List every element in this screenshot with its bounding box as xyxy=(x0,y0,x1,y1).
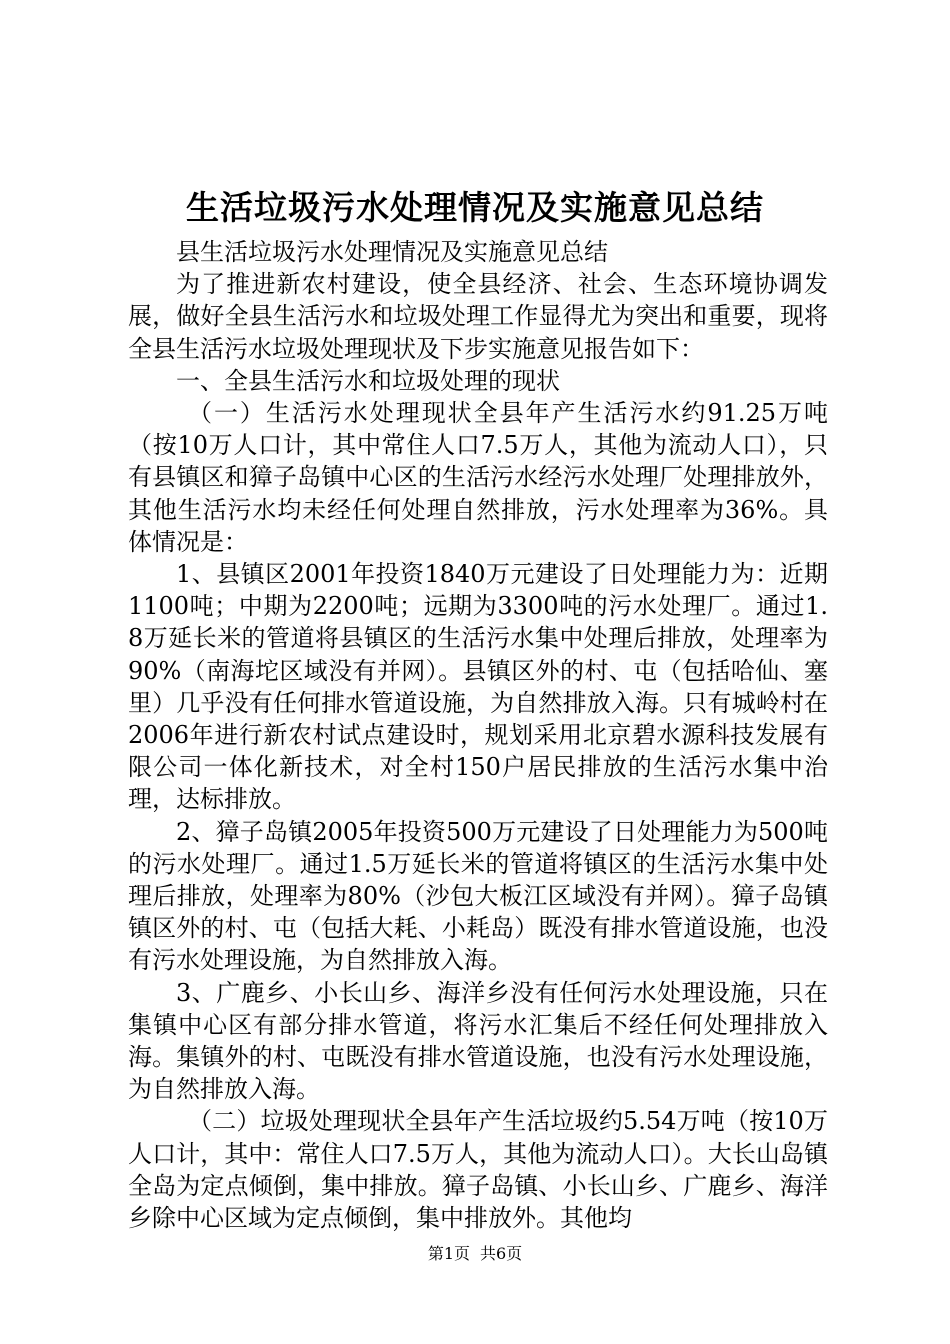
document-title: 生活垃圾污水处理情况及实施意见总结 xyxy=(186,188,764,227)
paragraph-subtitle: 县生活垃圾污水处理情况及实施意见总结 xyxy=(176,238,608,266)
page-total: 共6页 xyxy=(480,1244,523,1263)
paragraph-garbage-status: （二）垃圾处理现状全县年产生活垃圾约5.54万吨（按10万人口计，其中：常住人口7.5万人，其他为流动人口）。大长山岛镇全岛为定点倾倒，集中排放。獐子岛镇、小长山乡、广鹿乡、海洋乡除中心区域为定点倾倒，集中排放外。其他均 xyxy=(128,1107,828,1233)
paragraph-sewage-status: （一）生活污水处理现状全县年产生活污水约91.25万吨（按10万人口计，其中常住人口7.5万人，其他为流动人口），只有县镇区和獐子岛镇中心区的生活污水经污水处理厂处理排放外，其他生活污水均未经任何处理自然排放，污水处理率为36%。具体情况是： xyxy=(128,399,828,556)
page-footer xyxy=(0,1242,950,1266)
paragraph-intro: 为了推进新农村建设，使全县经济、社会、生态环境协调发展，做好全县生活污水和垃圾处理工作显得尤为突出和重要，现将全县生活污水垃圾处理现状及下步实施意见报告如下： xyxy=(128,270,828,363)
paragraph-zhangzi-island: 2、獐子岛镇2005年投资500万元建设了日处理能力为500吨的污水处理厂。通过1.5万延长米的管道将镇区的生活污水集中处理后排放，处理率为80%（沙包大板江区域没有并网）。獐子岛镇镇区外的村、屯（包括大耗、小耗岛）既没有排水管道设施，也没有污水处理设施，为自然排放入海。 xyxy=(128,817,828,975)
document-body xyxy=(128,236,828,1234)
paragraph-county-town: 1、县镇区2001年投资1840万元建设了日处理能力为：近期1100吨；中期为2200吨；远期为3300吨的污水处理厂。通过1.8万延长米的管道将县镇区的生活污水集中处理后排放，处理率为90%（南海坨区域没有并网）。县镇区外的村、屯（包括哈仙、塞里）几乎没有任何排水管道设施，为自然排放入海。只有城岭村在2006年进行新农村试点建设时，规划采用北京碧水源科技发展有限公司一体化新技术，对全村150户居民排放的生活污水集中治理，达标排放。 xyxy=(128,560,828,814)
section-heading-status: 一、全县生活污水和垃圾处理的现状 xyxy=(176,366,560,395)
paragraph-other-townships: 3、广鹿乡、小长山乡、海洋乡没有任何污水处理设施，只在集镇中心区有部分排水管道，将污水汇集后不经任何处理排放入海。集镇外的村、屯既没有排水管道设施，也没有污水处理设施，为自然排放入海。 xyxy=(128,978,828,1104)
page-number: 第1页 xyxy=(427,1244,470,1263)
